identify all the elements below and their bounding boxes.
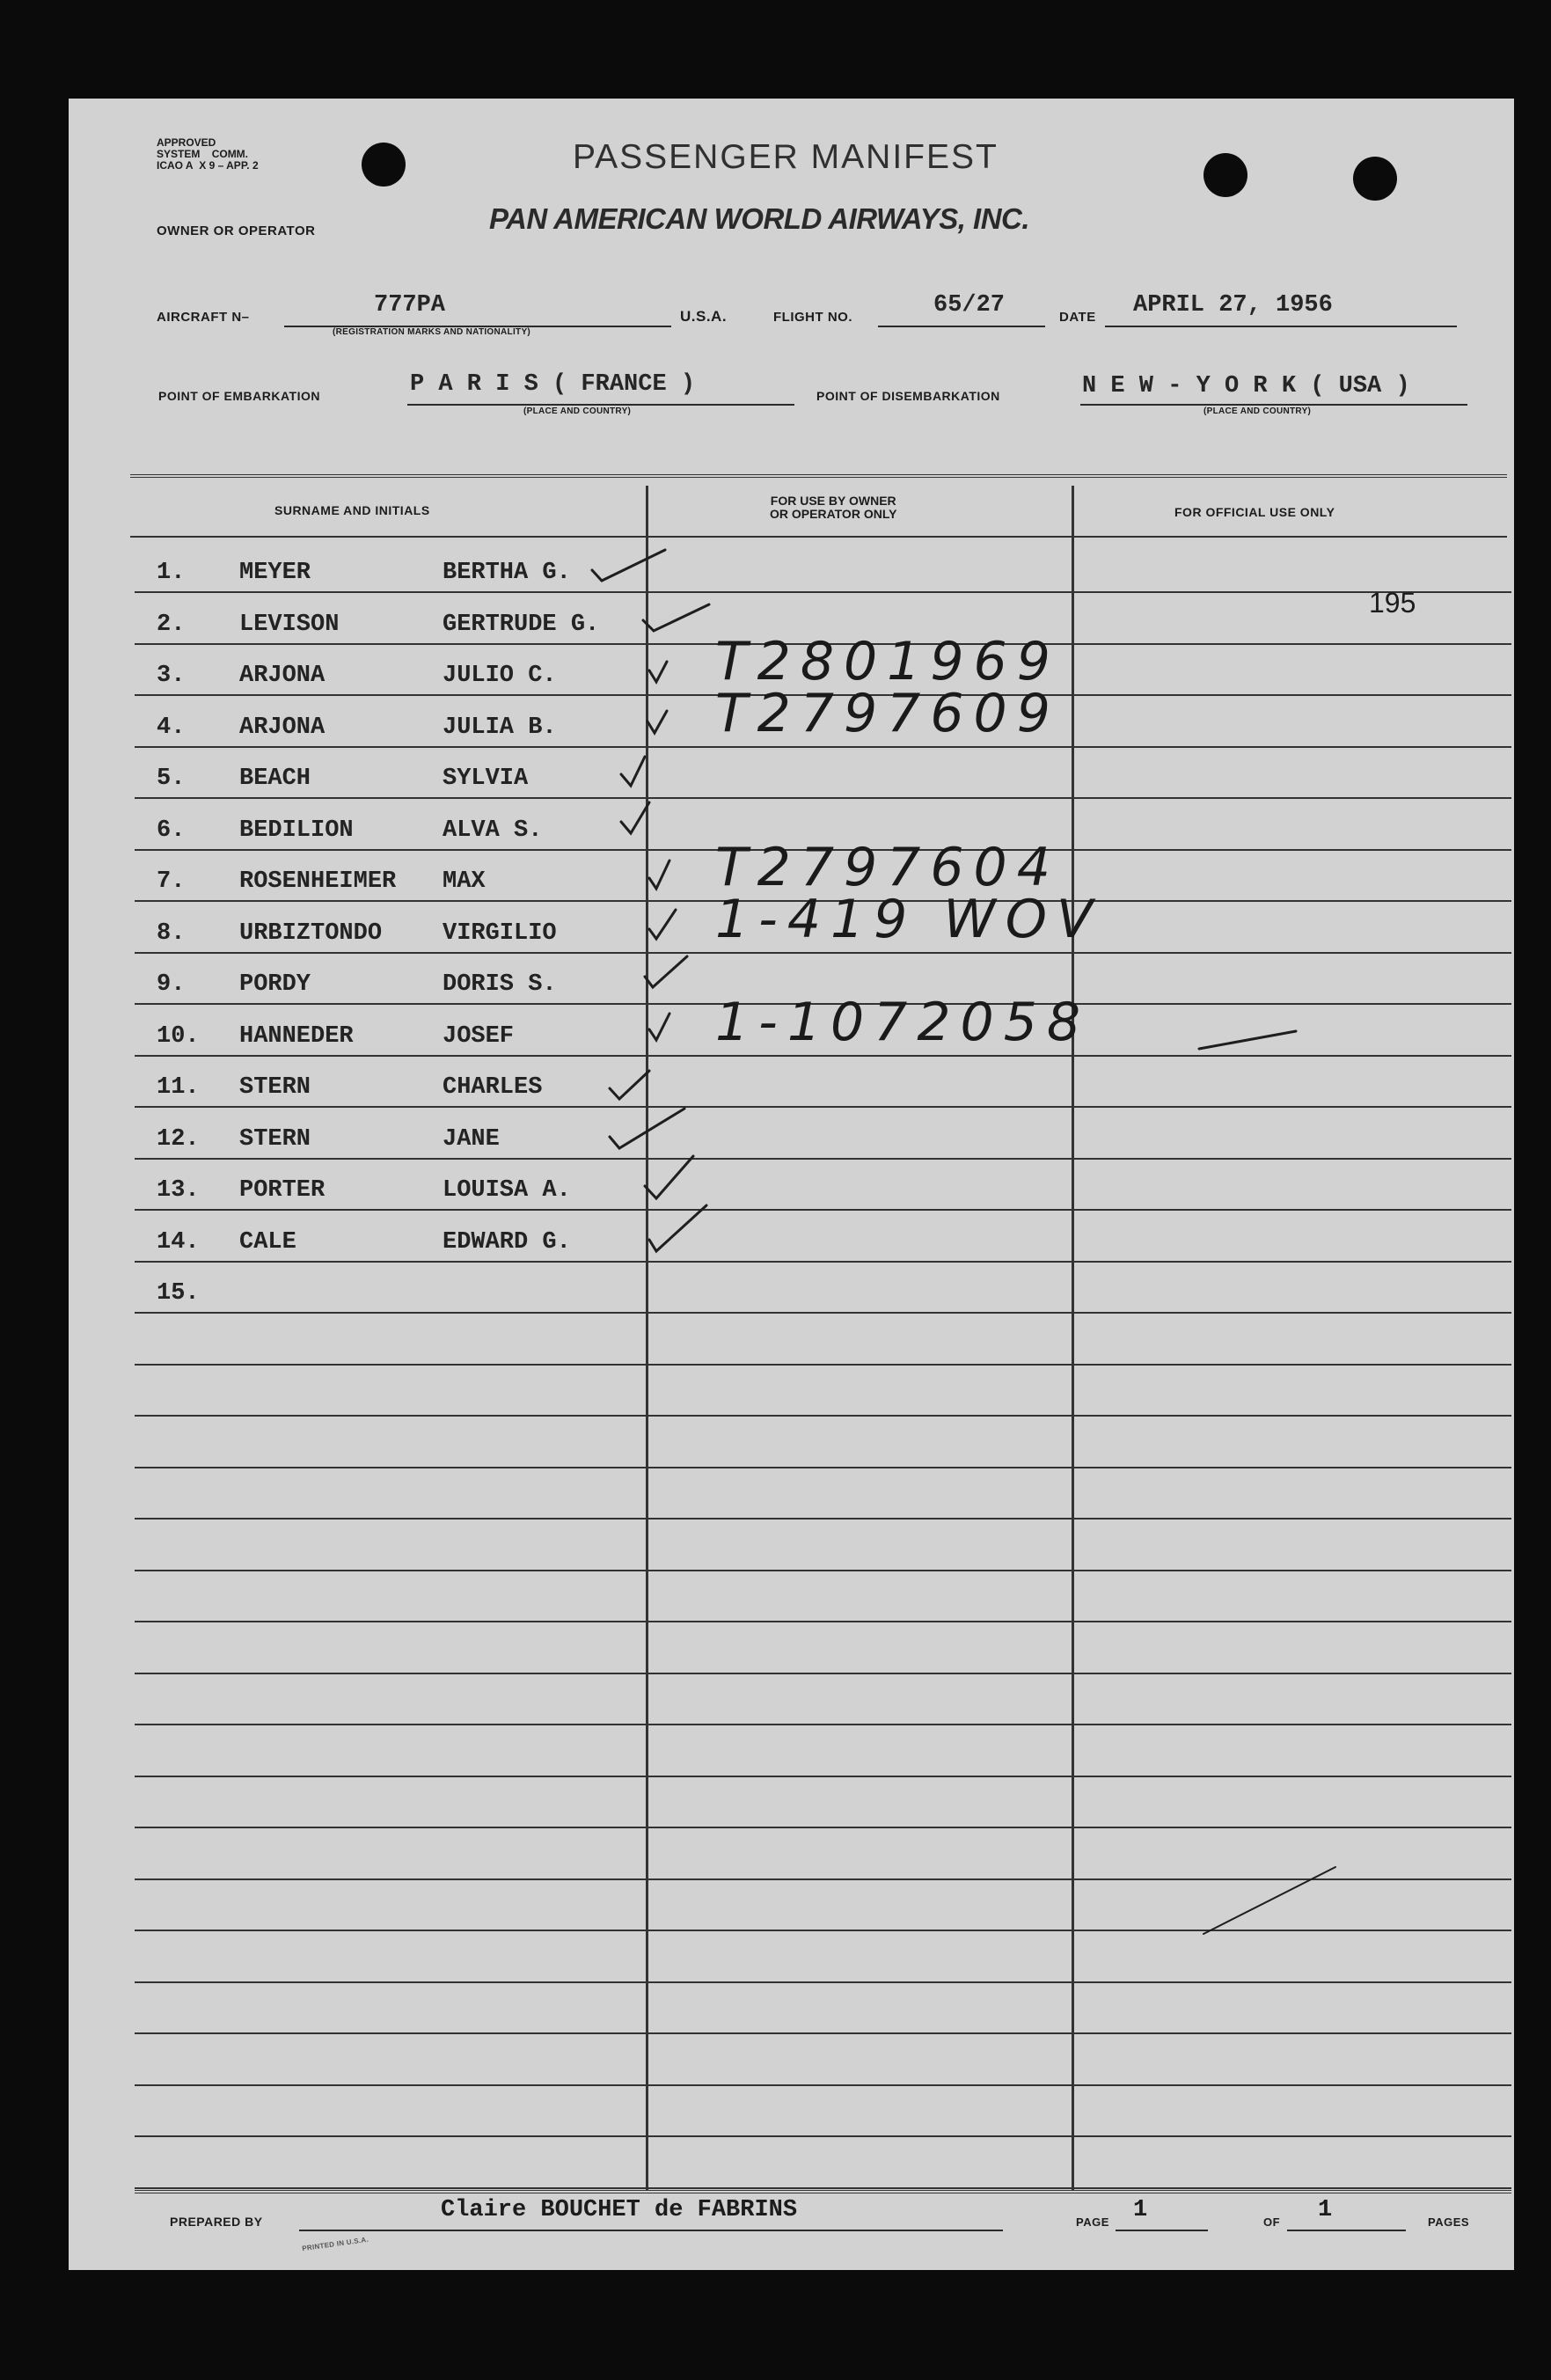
printer-mark: PRINTED IN U.S.A. [301,2235,369,2253]
check-mark [621,757,645,786]
owner-note: 1-1072058 [715,991,1091,1053]
check-mark [592,550,665,581]
check-mark [647,711,667,733]
check-mark [610,1071,649,1099]
owner-note: T2801969 [715,631,1060,692]
approval-line: ICAO A X 9 – APP. 2 [157,159,259,172]
aircraft-label: AIRCRAFT N– [157,310,250,325]
check-mark [649,662,667,682]
passenger-given-names: DORIS S. [443,971,557,998]
usa-label: U.S.A. [680,308,728,325]
embarkation-label: POINT OF EMBARKATION [158,389,320,403]
passenger-surname: ARJONA [239,714,326,741]
of-value: 1 [1318,2197,1333,2223]
passenger-surname: CALE [239,1228,296,1256]
of-label: OF [1263,2215,1281,2229]
owner-note: T2797609 [715,682,1060,744]
pen-stray-mark [1203,1867,1335,1934]
row-number: 9. [157,971,186,998]
manifest-sheet [69,99,1514,2270]
passenger-surname: STERN [239,1074,311,1101]
embarkation-value: P A R I S ( FRANCE ) [410,371,696,398]
passenger-given-names: JULIA B. [443,714,557,741]
passenger-given-names: ALVA S. [443,817,543,844]
passenger-surname: MEYER [239,560,311,586]
official-note: 195 [1369,586,1416,619]
passenger-surname: BEDILION [239,817,354,844]
disembarkation-caption: (PLACE AND COUNTRY) [1203,406,1312,416]
col-header-owner-line: FOR USE BY OWNER [770,494,896,508]
row-number: 4. [157,714,186,741]
page-label: PAGE [1076,2215,1109,2229]
date-value: APRIL 27, 1956 [1133,292,1333,319]
row-number: 14. [157,1228,200,1256]
col-header-official: FOR OFFICIAL USE ONLY [1174,505,1335,519]
passenger-surname: ROSENHEIMER [239,868,397,895]
page-title: PASSENGER MANIFEST [573,138,999,176]
row-number: 7. [157,868,186,895]
passenger-given-names: JULIO C. [443,663,557,689]
passenger-given-names: GERTRUDE G. [443,611,600,638]
row-number: 1. [157,560,186,586]
passenger-given-names: JANE [443,1125,500,1153]
passenger-given-names: BERTHA G. [443,560,571,586]
check-mark [610,1109,684,1148]
page-line [1116,2230,1208,2231]
flight-value: 65/27 [933,292,1006,319]
embarkation-caption: (PLACE AND COUNTRY) [523,406,632,416]
of-line [1287,2230,1406,2231]
passenger-given-names: VIRGILIO [443,919,557,947]
passenger-surname: BEACH [239,765,311,792]
prepared-line [299,2230,1003,2231]
check-mark [649,1205,706,1251]
date-label: DATE [1059,310,1096,325]
passenger-given-names: JOSEF [443,1022,515,1050]
passenger-given-names: LOUISA A. [443,1177,571,1204]
prepared-value: Claire BOUCHET de FABRINS [441,2197,798,2223]
owner-value: PAN AMERICAN WORLD AIRWAYS, INC. [489,202,1030,235]
owner-label: OWNER OR OPERATOR [157,223,316,238]
approval-line: APPROVED [157,136,216,149]
aircraft-value: 777PA [374,292,446,319]
passenger-surname: STERN [239,1125,311,1153]
passenger-surname: PORDY [239,971,311,998]
col-header-surname: SURNAME AND INITIALS [274,503,430,517]
ditto-stroke [1199,1031,1296,1049]
row-number: 12. [157,1125,200,1153]
passenger-given-names: MAX [443,868,486,895]
passenger-given-names: EDWARD G. [443,1228,571,1256]
approval-line: SYSTEM COMM. [157,148,249,160]
owner-note: 1-419 WOV [715,888,1103,950]
passenger-given-names: CHARLES [443,1074,543,1101]
row-number: 6. [157,817,186,844]
check-mark [645,1156,693,1198]
check-mark [649,860,669,889]
row-number: 3. [157,663,186,689]
row-number: 13. [157,1177,200,1204]
row-number: 2. [157,611,186,638]
check-mark [649,910,676,939]
check-mark [649,1014,669,1040]
passenger-surname: URBIZTONDO [239,919,383,947]
aircraft-caption: (REGISTRATION MARKS AND NATIONALITY) [333,327,531,337]
passenger-surname: ARJONA [239,663,326,689]
passenger-surname: HANNEDER [239,1022,354,1050]
check-mark [645,956,687,987]
page-value: 1 [1133,2197,1148,2223]
row-number: 11. [157,1074,200,1101]
passenger-surname: PORTER [239,1177,326,1204]
disembarkation-value: N E W - Y O R K ( USA ) [1082,373,1410,399]
row-number: 5. [157,765,186,792]
row-number: 8. [157,919,186,947]
tick-marks [69,99,1514,2270]
prepared-label: PREPARED BY [170,2215,263,2229]
col-header-owner-line: OR OPERATOR ONLY [770,507,897,521]
check-mark [643,604,709,631]
owner-note: T2797604 [715,837,1060,898]
disembarkation-label: POINT OF DISEMBARKATION [816,389,1000,403]
check-mark [621,802,649,833]
pages-label: PAGES [1428,2215,1470,2229]
passenger-given-names: SYLVIA [443,765,529,792]
row-number: 10. [157,1022,200,1050]
flight-label: FLIGHT NO. [773,310,852,325]
passenger-surname: LEVISON [239,611,340,638]
row-number: 15. [157,1280,200,1307]
